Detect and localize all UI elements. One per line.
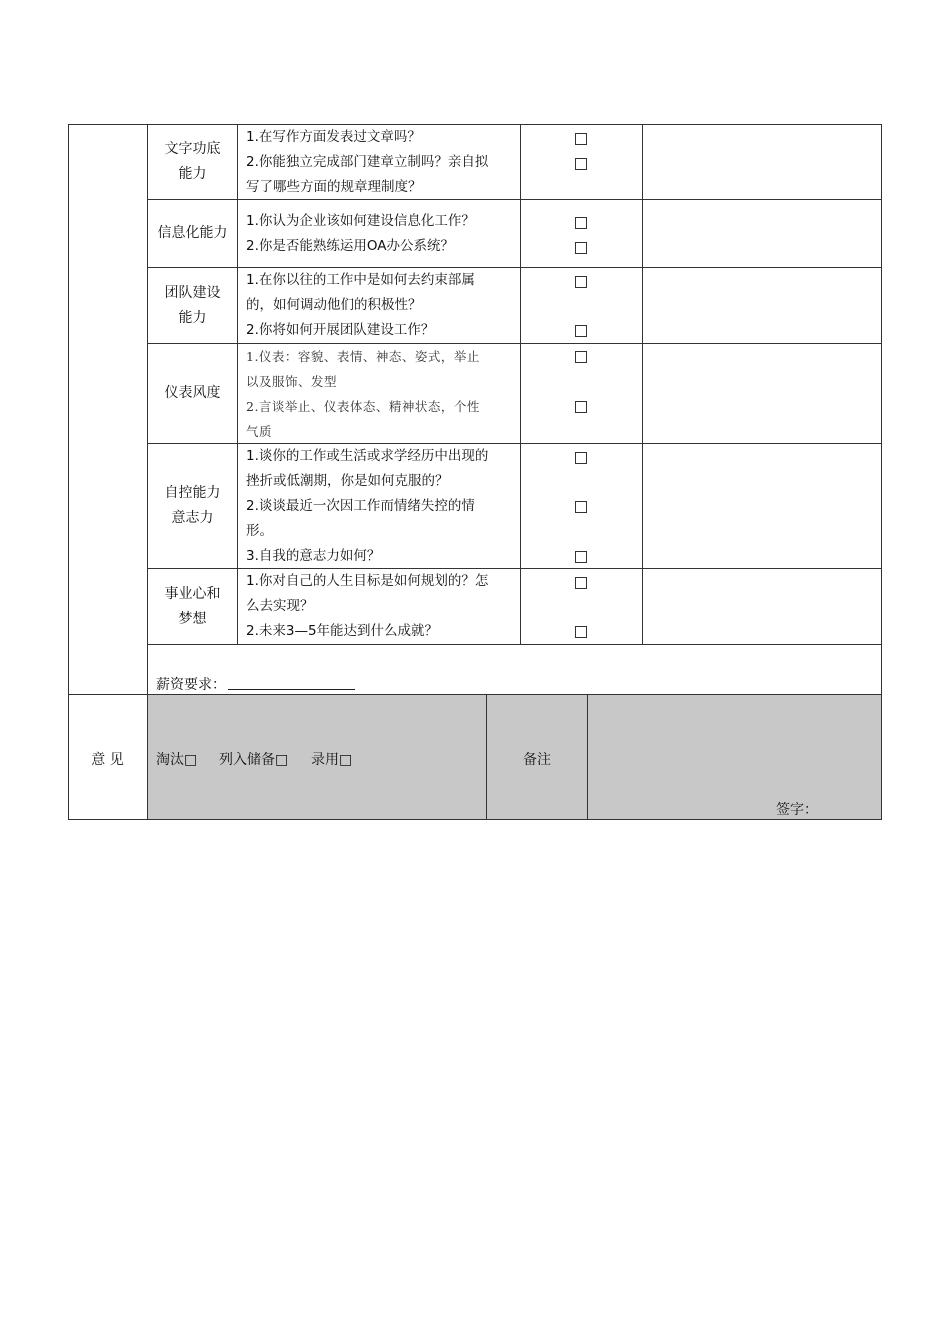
- signature-cell: [588, 694, 882, 820]
- checkbox[interactable]: [575, 325, 587, 337]
- option-hire[interactable]: 录用□: [311, 752, 353, 768]
- grid-line-right: [881, 124, 882, 820]
- category-label: 自控能力: [164, 485, 221, 501]
- option-reserve[interactable]: 列入储备□: [219, 752, 289, 768]
- category-label: 梦想: [178, 610, 207, 627]
- grid-line: [520, 124, 521, 645]
- question-line: 2.言谈举止、仪表体态、精神状态，个性: [246, 399, 480, 414]
- category-cell: [148, 569, 237, 644]
- question-cell: [246, 444, 514, 569]
- grid-line-bottom: [68, 819, 882, 820]
- question-line: 2.你是否能熟练运用OA办公系统？: [246, 238, 455, 254]
- category-label: 信息化能力: [157, 225, 228, 241]
- category-label: 团队建设: [164, 284, 221, 301]
- option-eliminate[interactable]: 淘汰□: [156, 752, 198, 768]
- checkbox[interactable]: [575, 276, 587, 288]
- category-label: 意志力: [171, 510, 214, 526]
- question-line: 2.未来3—5年能达到什么成就？: [246, 623, 439, 639]
- category-cell: [148, 444, 237, 568]
- checkbox[interactable]: [575, 577, 587, 589]
- question-line: 挫折或低潮期，你是如何克服的？: [246, 473, 449, 489]
- checkbox[interactable]: [575, 133, 587, 145]
- checkbox[interactable]: [575, 401, 587, 413]
- category-label: 事业心和: [164, 585, 221, 602]
- opinion-label: 意 见: [91, 752, 124, 768]
- category-label: 文字功底: [164, 141, 221, 157]
- checkbox[interactable]: [575, 351, 587, 363]
- checkbox[interactable]: [575, 158, 587, 170]
- grid-line-left: [68, 124, 69, 820]
- category-cell: [148, 344, 237, 443]
- checkbox[interactable]: [575, 452, 587, 464]
- category-label: 能力: [178, 309, 207, 326]
- grid-line: [587, 694, 588, 820]
- question-cell: [246, 125, 514, 200]
- question-line: 2.你能独立完成部门建章立制吗？亲自拟: [246, 154, 489, 170]
- grid-line: [68, 694, 882, 695]
- grid-line: [147, 644, 882, 645]
- question-line: 1.谈你的工作或生活或求学经历中出现的: [246, 448, 489, 464]
- question-line: 1.在你以往的工作中是如何去约束部属: [246, 272, 475, 288]
- checkbox[interactable]: [575, 217, 587, 229]
- question-line: 2.你将如何开展团队建设工作？: [246, 322, 435, 338]
- question-line: 气质: [246, 424, 273, 439]
- question-line: 写了哪些方面的规章理制度？: [246, 179, 422, 195]
- checkbox[interactable]: [575, 501, 587, 513]
- question-line: 2.谈谈最近一次因工作而情绪失控的情: [246, 498, 475, 514]
- salary-input-line[interactable]: [228, 689, 355, 690]
- category-cell: [148, 125, 237, 199]
- question-cell: [246, 209, 514, 259]
- question-line: 的，如何调动他们的积极性？: [246, 297, 422, 313]
- question-cell: [246, 569, 514, 644]
- category-label: 能力: [178, 166, 207, 182]
- checkbox[interactable]: [575, 626, 587, 638]
- remark-label: 备注: [523, 752, 551, 768]
- question-line: 形。: [246, 523, 273, 539]
- salary-label: 薪资要求：: [156, 677, 226, 693]
- question-line: 1.在写作方面发表过文章吗？: [246, 129, 421, 145]
- signature-label: 签字：: [776, 802, 818, 818]
- question-cell: [246, 344, 514, 444]
- question-line: 1.你对自己的人生目标是如何规划的？怎: [246, 573, 489, 589]
- question-cell: [246, 268, 514, 343]
- grid-line: [642, 124, 643, 645]
- question-line: 1.仪表：容貌、表情、神态、姿式，举止: [246, 349, 480, 364]
- grid-line: [237, 124, 238, 645]
- category-cell: [148, 200, 237, 267]
- checkbox[interactable]: [575, 551, 587, 563]
- checkbox[interactable]: [575, 242, 587, 254]
- question-line: 3.自我的意志力如何？: [246, 548, 381, 564]
- question-line: 以及服饰、发型: [246, 374, 338, 389]
- category-cell: [148, 268, 237, 343]
- question-line: 么去实现？: [246, 598, 314, 614]
- category-label: 仪表风度: [164, 385, 221, 401]
- question-line: 1.你认为企业该如何建设信息化工作？: [246, 213, 475, 229]
